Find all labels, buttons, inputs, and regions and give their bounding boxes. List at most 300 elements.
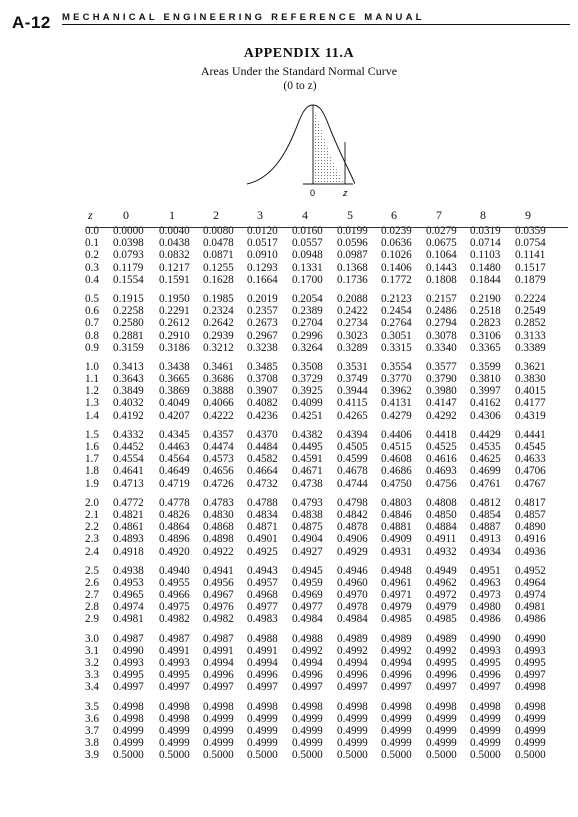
table-cell: 0.5000 — [113, 749, 144, 762]
table-cell: 0.3023 — [337, 329, 368, 342]
table-cell: 0.3749 — [337, 373, 368, 386]
table-cell: 0.1591 — [159, 273, 190, 286]
table-cell: 0.2088 — [337, 292, 368, 305]
table-cell: 0.0517 — [247, 237, 278, 250]
table-cell: 0.4864 — [159, 521, 190, 534]
column-header: 5 — [347, 208, 353, 222]
table-cell: 0.4429 — [470, 428, 501, 441]
table-cell: 0.4868 — [203, 521, 234, 534]
table-cell: 0.3159 — [113, 341, 144, 354]
table-cell: 0.2704 — [292, 317, 323, 330]
table-cell: 0.4984 — [292, 613, 323, 626]
table-cell: 0.1700 — [292, 273, 323, 286]
table-cell: 0.4963 — [470, 576, 501, 589]
table-cell: 0.5000 — [247, 749, 278, 762]
z-value: 0.2 — [85, 249, 99, 262]
table-cell: 0.4996 — [203, 669, 234, 682]
table-cell: 0.0910 — [247, 249, 278, 262]
table-cell: 0.4382 — [292, 428, 323, 441]
table-cell: 0.4515 — [381, 441, 412, 453]
table-cell: 0.4798 — [337, 496, 368, 509]
group-spacer — [0, 354, 578, 361]
table-cell: 0.3577 — [426, 360, 457, 373]
table-cell: 0.4998 — [247, 700, 278, 713]
table-cell: 0.0000 — [113, 225, 144, 237]
table-cell: 0.3686 — [203, 373, 234, 386]
table-cell: 0.4911 — [426, 533, 457, 546]
table-row — [0, 725, 578, 737]
table-cell: 0.4871 — [247, 521, 278, 534]
table-cell: 0.2734 — [337, 317, 368, 330]
table-cell: 0.4608 — [381, 453, 412, 466]
z-value: 0.8 — [85, 329, 99, 342]
table-cell: 0.4893 — [113, 533, 144, 546]
table-cell: 0.4147 — [426, 397, 457, 410]
table-cell: 0.4993 — [113, 657, 144, 669]
table-cell: 0.4920 — [159, 545, 190, 558]
table-cell: 0.4750 — [381, 477, 412, 490]
z-value: 2.2 — [85, 521, 99, 534]
z-value: 3.2 — [85, 657, 99, 669]
table-cell: 0.4738 — [292, 477, 323, 490]
table-row — [0, 589, 578, 601]
table-cell: 0.4909 — [381, 533, 412, 546]
table-cell: 0.1179 — [113, 261, 144, 274]
table-cell: 0.4999 — [381, 724, 412, 737]
group-spacer — [0, 626, 578, 633]
table-cell: 0.4967 — [203, 589, 234, 602]
table-cell: 0.0714 — [470, 237, 501, 250]
table-cell: 0.4656 — [203, 465, 234, 478]
table-cell: 0.4940 — [159, 564, 190, 577]
table-cell: 0.4999 — [470, 712, 501, 725]
table-cell: 0.4319 — [515, 409, 546, 422]
table-cell: 0.4998 — [426, 700, 457, 713]
table-row — [0, 565, 578, 577]
label-z: z — [343, 188, 348, 198]
z-value: 1.9 — [85, 477, 99, 490]
table-cell: 0.4978 — [337, 601, 368, 614]
table-cell: 0.4591 — [292, 453, 323, 466]
table-cell: 0.5000 — [292, 749, 323, 762]
table-cell: 0.3665 — [159, 373, 190, 386]
table-cell: 0.4998 — [337, 700, 368, 713]
table-cell: 0.4989 — [337, 632, 368, 645]
table-cell: 0.3264 — [292, 341, 323, 354]
table-cell: 0.4761 — [470, 477, 501, 490]
table-cell: 0.4977 — [247, 601, 278, 614]
table-cell: 0.2939 — [203, 329, 234, 342]
table-cell: 0.4948 — [381, 564, 412, 577]
z-value: 3.8 — [85, 737, 99, 750]
table-cell: 0.4732 — [247, 477, 278, 490]
table-cell: 0.4998 — [515, 681, 546, 694]
table-cell: 0.4992 — [337, 644, 368, 657]
table-cell: 0.4992 — [292, 644, 323, 657]
z-value: 0.3 — [85, 261, 99, 274]
table-cell: 0.4896 — [159, 533, 190, 546]
table-cell: 0.3365 — [470, 341, 501, 354]
table-row — [0, 361, 578, 373]
table-cell: 0.4989 — [381, 632, 412, 645]
table-cell: 0.4969 — [292, 589, 323, 602]
table-cell: 0.4979 — [381, 601, 412, 614]
table-cell: 0.4032 — [113, 397, 144, 410]
table-cell: 0.4207 — [159, 409, 190, 422]
table-cell: 0.4495 — [292, 441, 323, 453]
table-cell: 0.4929 — [337, 545, 368, 558]
table-cell: 0.4934 — [470, 545, 501, 558]
table-cell: 0.4997 — [247, 681, 278, 694]
table-cell: 0.4599 — [337, 453, 368, 466]
table-cell: 0.4999 — [470, 724, 501, 737]
table-cell: 0.4850 — [426, 508, 457, 521]
table-cell: 0.3289 — [337, 341, 368, 354]
column-header: 0 — [123, 208, 129, 222]
table-cell: 0.0438 — [159, 237, 190, 250]
table-cell: 0.3051 — [381, 329, 412, 342]
table-cell: 0.4964 — [515, 576, 546, 589]
table-cell: 0.4192 — [113, 409, 144, 422]
table-cell: 0.4699 — [470, 465, 501, 478]
table-cell: 0.2518 — [470, 305, 501, 318]
table-cell: 0.4995 — [113, 669, 144, 682]
appendix-subtitle: Areas Under the Standard Normal Curve — [200, 64, 398, 78]
table-cell: 0.4099 — [292, 397, 323, 410]
table-cell: 0.4956 — [203, 576, 234, 589]
table-cell: 0.4999 — [337, 724, 368, 737]
table-cell: 0.3554 — [381, 360, 412, 373]
table-cell: 0.4292 — [426, 409, 457, 422]
appendix-range: (0 to z) — [283, 80, 317, 92]
table-cell: 0.4922 — [203, 545, 234, 558]
table-cell: 0.2357 — [247, 305, 278, 318]
table-cell: 0.0675 — [426, 237, 457, 250]
table-row — [0, 681, 578, 693]
table-cell: 0.4997 — [337, 681, 368, 694]
column-header: 9 — [525, 208, 531, 222]
table-cell: 0.4998 — [203, 700, 234, 713]
column-header: 7 — [436, 208, 442, 222]
table-cell: 0.4974 — [515, 589, 546, 602]
table-cell: 0.0832 — [159, 249, 190, 262]
table-cell: 0.4693 — [426, 465, 457, 478]
table-cell: 0.4418 — [426, 428, 457, 441]
table-cell: 0.1915 — [113, 292, 144, 305]
column-header: 2 — [213, 208, 219, 222]
z-column-header: z — [88, 208, 93, 222]
z-value: 1.6 — [85, 441, 99, 453]
table-cell: 0.0754 — [515, 237, 546, 250]
table-cell: 0.3106 — [470, 329, 501, 342]
table-row — [0, 601, 578, 613]
table-cell: 0.4834 — [247, 508, 278, 521]
table-cell: 0.4999 — [515, 724, 546, 737]
table-cell: 0.4951 — [470, 564, 501, 577]
z-value: 3.7 — [85, 724, 99, 737]
table-cell: 0.3315 — [381, 341, 412, 354]
table-cell: 0.4664 — [247, 465, 278, 478]
table-row — [0, 749, 578, 761]
table-cell: 0.4463 — [159, 441, 190, 453]
table-cell: 0.4767 — [515, 477, 546, 490]
table-cell: 0.4996 — [337, 669, 368, 682]
table-cell: 0.4997 — [292, 681, 323, 694]
table-cell: 0.4961 — [381, 576, 412, 589]
table-cell: 0.3413 — [113, 360, 144, 373]
z-value: 2.5 — [85, 564, 99, 577]
z-value: 2.9 — [85, 613, 99, 626]
table-cell: 0.3186 — [159, 341, 190, 354]
table-cell: 0.4474 — [203, 441, 234, 453]
table-cell: 0.0239 — [381, 225, 412, 237]
table-cell: 0.4932 — [426, 545, 457, 558]
table-cell: 0.1554 — [113, 273, 144, 286]
table-cell: 0.4992 — [381, 644, 412, 657]
table-cell: 0.4945 — [292, 564, 323, 577]
table-row — [0, 645, 578, 657]
table-cell: 0.4999 — [337, 737, 368, 750]
table-cell: 0.2823 — [470, 317, 501, 330]
table-cell: 0.4904 — [292, 533, 323, 546]
table-cell: 0.4960 — [337, 576, 368, 589]
table-cell: 0.4726 — [203, 477, 234, 490]
table-row — [0, 633, 578, 645]
table-cell: 0.4821 — [113, 508, 144, 521]
table-cell: 0.4649 — [159, 465, 190, 478]
table-cell: 0.4525 — [426, 441, 457, 453]
table-cell: 0.2852 — [515, 317, 546, 330]
table-cell: 0.4982 — [159, 613, 190, 626]
table-cell: 0.4115 — [337, 397, 368, 410]
table-cell: 0.0319 — [470, 225, 501, 237]
table-cell: 0.3599 — [470, 360, 501, 373]
table-cell: 0.5000 — [337, 749, 368, 762]
table-cell: 0.4441 — [515, 428, 546, 441]
table-cell: 0.4999 — [113, 737, 144, 750]
table-row — [0, 497, 578, 509]
table-cell: 0.0199 — [337, 225, 368, 237]
table-cell: 0.0040 — [159, 225, 190, 237]
table-cell: 0.4633 — [515, 453, 546, 466]
table-cell: 0.4999 — [426, 737, 457, 750]
z-table — [0, 208, 578, 762]
table-cell: 0.4992 — [426, 644, 457, 657]
z-value: 0.6 — [85, 305, 99, 318]
table-row — [0, 533, 578, 545]
table-cell: 0.0871 — [203, 249, 234, 262]
table-cell: 0.4236 — [247, 409, 278, 422]
page-number: A-12 — [12, 13, 51, 32]
table-cell: 0.4015 — [515, 385, 546, 398]
table-cell: 0.3849 — [113, 385, 144, 398]
table-cell: 0.3340 — [426, 341, 457, 354]
table-cell: 0.4977 — [292, 601, 323, 614]
table-cell: 0.4953 — [113, 576, 144, 589]
table-cell: 0.2123 — [381, 292, 412, 305]
table-cell: 0.4999 — [247, 724, 278, 737]
z-value: 0.4 — [85, 273, 99, 286]
table-cell: 0.4997 — [381, 681, 412, 694]
table-cell: 0.4082 — [247, 397, 278, 410]
group-spacer — [0, 422, 578, 429]
table-cell: 0.4999 — [381, 712, 412, 725]
table-cell: 0.4970 — [337, 589, 368, 602]
z-value: 1.5 — [85, 428, 99, 441]
table-cell: 0.4406 — [381, 428, 412, 441]
table-cell: 0.4988 — [292, 632, 323, 645]
z-value: 2.7 — [85, 589, 99, 602]
table-cell: 0.1141 — [515, 249, 546, 262]
table-cell: 0.1736 — [337, 273, 368, 286]
table-cell: 0.4713 — [113, 477, 144, 490]
table-cell: 0.4452 — [113, 441, 144, 453]
table-cell: 0.4994 — [292, 657, 323, 669]
table-cell: 0.4987 — [113, 632, 144, 645]
table-cell: 0.3925 — [292, 385, 323, 398]
table-cell: 0.4997 — [203, 681, 234, 694]
z-value: 1.0 — [85, 360, 99, 373]
table-cell: 0.2549 — [515, 305, 546, 318]
table-cell: 0.4981 — [515, 601, 546, 614]
table-cell: 0.4641 — [113, 465, 144, 478]
table-cell: 0.3238 — [247, 341, 278, 354]
table-cell: 0.4830 — [203, 508, 234, 521]
group-spacer — [0, 286, 578, 293]
table-cell: 0.4999 — [203, 712, 234, 725]
table-cell: 0.1331 — [292, 261, 323, 274]
table-cell: 0.4719 — [159, 477, 190, 490]
table-cell: 0.4898 — [203, 533, 234, 546]
table-cell: 0.4988 — [247, 632, 278, 645]
table-cell: 0.4952 — [515, 564, 546, 577]
z-value: 3.4 — [85, 681, 99, 694]
table-cell: 0.4854 — [470, 508, 501, 521]
table-cell: 0.4842 — [337, 508, 368, 521]
table-cell: 0.4049 — [159, 397, 190, 410]
table-cell: 0.4162 — [470, 397, 501, 410]
table-cell: 0.3389 — [515, 341, 546, 354]
table-cell: 0.4505 — [337, 441, 368, 453]
table-row — [0, 429, 578, 441]
table-row — [0, 262, 578, 274]
z-value: 1.1 — [85, 373, 99, 386]
table-header-row — [0, 208, 578, 225]
table-cell: 0.4985 — [426, 613, 457, 626]
table-cell: 0.4887 — [470, 521, 501, 534]
table-cell: 0.4993 — [515, 644, 546, 657]
table-cell: 0.2291 — [159, 305, 190, 318]
table-cell: 0.4936 — [515, 545, 546, 558]
table-cell: 0.2324 — [203, 305, 234, 318]
header-rule-line — [86, 227, 568, 228]
table-row — [0, 397, 578, 409]
appendix-titles — [0, 46, 578, 92]
table-cell: 0.4943 — [247, 564, 278, 577]
table-row — [0, 657, 578, 669]
table-cell: 0.0636 — [381, 237, 412, 250]
table-cell: 0.4783 — [203, 496, 234, 509]
table-cell: 0.1517 — [515, 261, 546, 274]
table-cell: 0.4803 — [381, 496, 412, 509]
table-cell: 0.4370 — [247, 428, 278, 441]
table-cell: 0.1628 — [203, 273, 234, 286]
table-row — [0, 613, 578, 625]
table-cell: 0.4990 — [113, 644, 144, 657]
z-value: 1.8 — [85, 465, 99, 478]
table-cell: 0.4066 — [203, 397, 234, 410]
z-value: 1.2 — [85, 385, 99, 398]
z-value: 2.3 — [85, 533, 99, 546]
appendix-title: APPENDIX 11.A — [243, 46, 355, 61]
z-value: 0.1 — [85, 237, 99, 250]
area-zero-to-z — [313, 109, 345, 184]
table-cell: 0.4994 — [337, 657, 368, 669]
table-cell: 0.4998 — [470, 700, 501, 713]
table-cell: 0.4968 — [247, 589, 278, 602]
z-value: 0.9 — [85, 341, 99, 354]
table-cell: 0.4535 — [470, 441, 501, 453]
table-cell: 0.0279 — [426, 225, 457, 237]
table-cell: 0.5000 — [426, 749, 457, 762]
table-cell: 0.4838 — [292, 508, 323, 521]
table-cell: 0.4999 — [247, 737, 278, 750]
table-cell: 0.4984 — [337, 613, 368, 626]
table-row — [0, 509, 578, 521]
table-cell: 0.1406 — [381, 261, 412, 274]
table-cell: 0.4999 — [203, 724, 234, 737]
table-cell: 0.3770 — [381, 373, 412, 386]
table-row — [0, 465, 578, 477]
table-cell: 0.5000 — [203, 749, 234, 762]
table-cell: 0.4973 — [470, 589, 501, 602]
table-row — [0, 385, 578, 397]
table-cell: 0.3708 — [247, 373, 278, 386]
table-cell: 0.4554 — [113, 453, 144, 466]
table-row — [0, 317, 578, 329]
table-cell: 0.0557 — [292, 237, 323, 250]
table-row — [0, 342, 578, 354]
table-cell: 0.4671 — [292, 465, 323, 478]
table-row — [0, 274, 578, 286]
page-header — [10, 8, 570, 36]
table-cell: 0.4306 — [470, 409, 501, 422]
table-cell: 0.1217 — [159, 261, 190, 274]
table-cell: 0.4778 — [159, 496, 190, 509]
table-cell: 0.4993 — [470, 644, 501, 657]
table-cell: 0.4974 — [113, 601, 144, 614]
table-cell: 0.4251 — [292, 409, 323, 422]
table-cell: 0.2580 — [113, 317, 144, 330]
table-cell: 0.4999 — [426, 724, 457, 737]
table-cell: 0.1255 — [203, 261, 234, 274]
table-cell: 0.4962 — [426, 576, 457, 589]
table-cell: 0.4998 — [159, 700, 190, 713]
table-cell: 0.4996 — [292, 669, 323, 682]
column-header: 3 — [257, 208, 263, 222]
table-row — [0, 441, 578, 453]
table-cell: 0.4345 — [159, 428, 190, 441]
z-value: 1.3 — [85, 397, 99, 410]
table-cell: 0.3980 — [426, 385, 457, 398]
table-row — [0, 546, 578, 558]
table-cell: 0.4997 — [470, 681, 501, 694]
table-cell: 0.4564 — [159, 453, 190, 466]
table-cell: 0.4857 — [515, 508, 546, 521]
table-cell: 0.5000 — [381, 749, 412, 762]
table-cell: 0.3907 — [247, 385, 278, 398]
table-cell: 0.4998 — [159, 712, 190, 725]
